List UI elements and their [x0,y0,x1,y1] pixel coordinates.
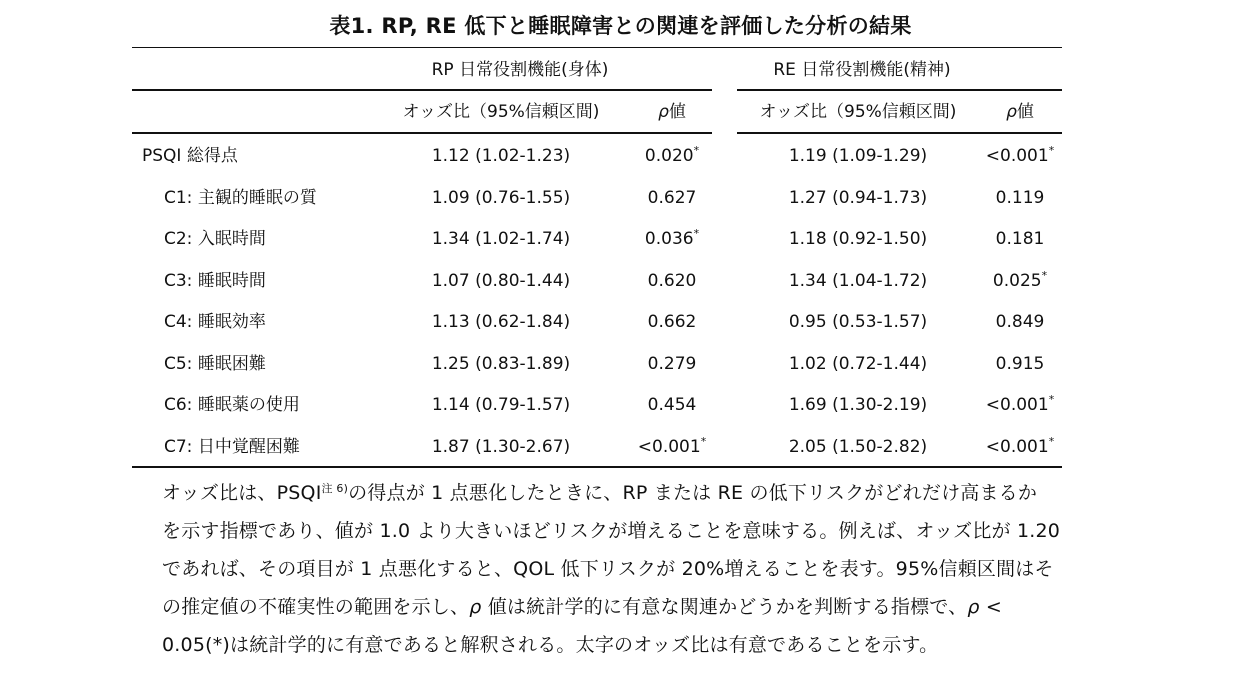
odds-ratio-cell [388,354,614,374]
cell-text: 0.95 (0.53-1.57) [788,312,928,332]
cell-text: 1.19 (1.09-1.29) [788,146,928,166]
cell-text: 0.036 [644,229,694,249]
cell-text: 0.915 [995,353,1045,374]
note-text: の得点が 1 点悪化したときに、RP または RE の低下リスクがどれだけ高まるか [348,482,1038,504]
cell-text: C6: 睡眠薬の使用 [164,395,300,415]
p-value-cell [984,395,1056,415]
row-label [164,395,404,415]
note-line-3: であれば、その項目が 1 点悪化すると、QOL 低下リスクが 20%増えることを表す。95%信頼区間はそ [162,558,1054,580]
odds-ratio-cell [388,229,614,249]
row-label [164,271,404,291]
cell-text: 1.14 (0.79-1.57) [431,395,571,415]
p-value-cell [636,188,708,208]
note-line-1 [162,474,1102,512]
p-value-cell [984,188,1056,208]
p-value-cell [636,271,708,291]
cell-text: 1.34 (1.02-1.74) [431,229,571,249]
table-footnote [162,474,1102,664]
cell-text: C1: 主観的睡眠の質 [164,187,317,208]
cell-text: 0.025 [992,270,1042,291]
odds-ratio-cell [745,395,971,415]
significance-marker: * [1048,434,1055,448]
p-value-cell [636,312,708,332]
top-rule [132,47,1062,48]
significance-marker: * [693,144,700,157]
odds-ratio-cell [388,271,614,291]
cell-text: 1.27 (0.94-1.73) [788,187,928,208]
p-value-cell [984,146,1056,166]
odds-ratio-cell [745,229,971,249]
cell-text: 0.181 [995,229,1045,249]
significance-marker: * [1048,144,1055,157]
re-group-header: RE 日常役割機能(精神) [773,60,951,80]
row-label [164,229,404,249]
row-label [164,354,404,374]
p-value-cell [636,395,708,415]
cell-text: 0.020 [644,146,694,166]
odds-ratio-cell [388,395,614,415]
cell-text: 0.119 [995,187,1045,208]
p-value-cell [636,354,708,374]
p-label: 値 [668,102,686,122]
rp-group-header: RP 日常役割機能(身体) [431,60,609,80]
odds-ratio-cell [745,354,971,374]
cell-text: 1.34 (1.04-1.72) [788,270,928,291]
cell-text: <0.001 [985,436,1049,457]
odds-ratio-cell [388,146,614,166]
cell-text: PSQI 総得点 [142,146,238,166]
p-value-cell [984,434,1056,457]
re-or-header: オッズ比（95%信頼区間) [759,102,957,122]
cell-text: <0.001 [985,395,1049,415]
p-value-cell [984,268,1056,291]
re-header-rule [737,132,1062,134]
p-symbol: ρ [469,596,482,618]
cell-text: 1.12 (1.02-1.23) [431,146,571,166]
row-label [142,146,382,166]
significance-marker: * [1041,268,1048,282]
row-label [164,312,404,332]
odds-ratio-cell [745,312,971,332]
rp-or-header: オッズ比（95%信頼区間) [402,102,600,122]
cell-text: 0.662 [647,312,697,332]
cell-text: C2: 入眠時間 [164,229,266,249]
cell-text: 1.69 (1.30-2.19) [788,395,928,415]
cell-text: 2.05 (1.50-2.82) [788,436,928,457]
cell-text: 1.02 (0.72-1.44) [788,353,928,374]
cell-text: 0.627 [647,187,697,208]
p-value-cell [636,434,708,457]
odds-ratio-cell [388,437,614,457]
note-text: の推定値の不確実性の範囲を示し、 [162,596,470,618]
odds-ratio-cell [388,188,614,208]
significance-marker: * [1048,393,1055,406]
cell-text: 0.620 [647,270,697,291]
note-ref: 注 6) [321,482,349,495]
cell-text: C7: 日中覚醒困難 [164,436,300,457]
cell-text: 0.454 [647,395,697,415]
p-value-cell [636,229,708,249]
cell-text: 1.09 (0.76-1.55) [431,187,571,208]
note-line-2: を示す指標であり、値が 1.0 より大きいほどリスクが増えることを意味する。例えば、オッズ比が 1.20 [162,520,1061,542]
note-text: オッズ比は、PSQI [162,482,322,504]
cell-text: 0.849 [995,312,1045,332]
note-line-5: 0.05(*)は統計学的に有意であると解釈される。太字のオッズ比は有意であることを示す。 [162,634,939,656]
odds-ratio-cell [388,312,614,332]
cell-text: 1.07 (0.80-1.44) [431,270,571,291]
p-value-cell [984,354,1056,374]
p-value-cell [984,312,1056,332]
odds-ratio-cell [745,437,971,457]
cell-text: C5: 睡眠困難 [164,353,266,374]
p-value-cell [636,146,708,166]
p-symbol: ρ [658,102,669,122]
cell-text: 1.87 (1.30-2.67) [431,436,571,457]
bottom-rule [132,466,1062,468]
significance-marker: * [693,227,700,240]
cell-text: C4: 睡眠効率 [164,312,266,332]
table-title: 表1. RP, RE 低下と睡眠障害との関連を評価した分析の結果 [329,14,912,38]
p-symbol: ρ [1006,102,1017,122]
rp-p-header [640,102,704,122]
cell-text: C3: 睡眠時間 [164,270,266,291]
cell-text: <0.001 [637,436,701,457]
cell-text: 1.13 (0.62-1.84) [431,312,571,332]
cell-text: 0.279 [647,353,697,374]
significance-marker: * [700,434,707,448]
p-value-cell [984,229,1056,249]
note-text: < [979,596,1002,618]
rp-header-rule [132,132,712,134]
cell-text: 1.18 (0.92-1.50) [788,229,928,249]
row-label [164,188,404,208]
p-label: 値 [1016,102,1034,122]
rp-group-rule [132,89,712,91]
odds-ratio-cell [745,271,971,291]
cell-text: 1.25 (0.83-1.89) [431,353,571,374]
cell-text: <0.001 [985,146,1049,166]
re-p-header [986,102,1054,122]
odds-ratio-cell [745,146,971,166]
note-text: 値は統計学的に有意な関連かどうかを判断する指標で、 [481,596,968,618]
re-group-rule [737,89,1062,91]
row-label [164,437,404,457]
note-line-4 [162,588,1102,626]
p-symbol: ρ [967,596,980,618]
odds-ratio-cell [745,188,971,208]
